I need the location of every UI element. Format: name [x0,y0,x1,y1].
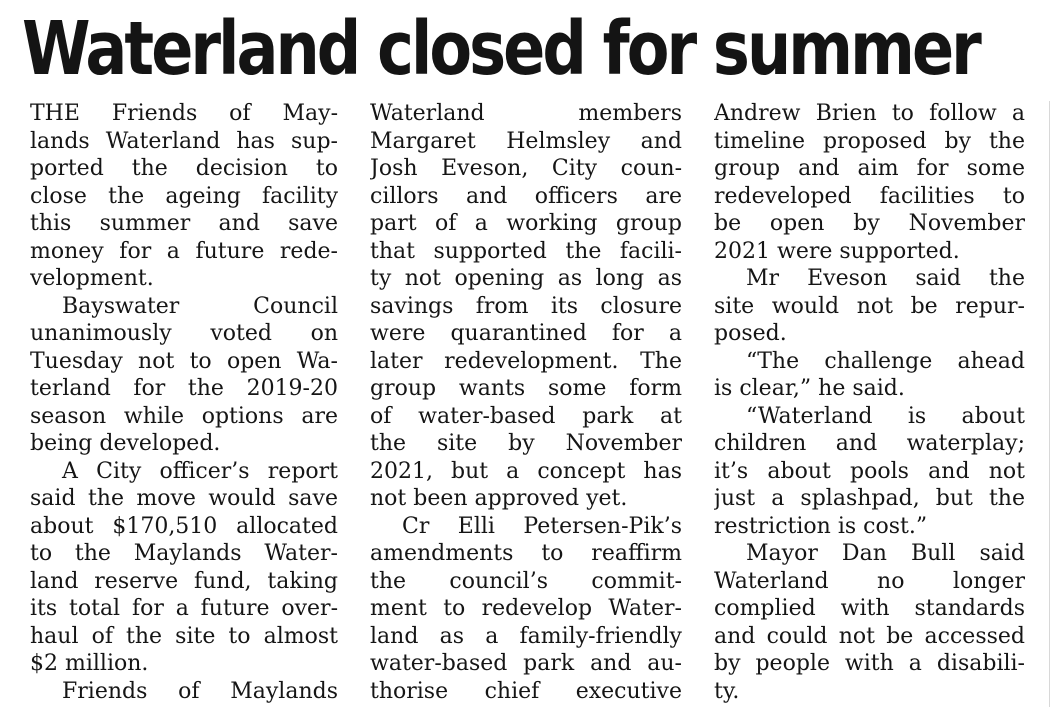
article-line: to the Maylands Water- [30,541,338,566]
article-line: close the ageing facility [30,183,338,209]
article-line: its total for a future over- [30,596,338,621]
article-line: group wants some form [370,376,682,401]
article-line: the council’s commit- [370,568,682,594]
article-line: season while options are [30,403,338,429]
article-line: restriction is cost.” [714,513,928,539]
article-line: Andrew Brien to follow a [714,101,1025,126]
article-column-2 [370,100,682,707]
article-line: Josh Eveson, City coun- [370,156,682,181]
article-line: 2021 were supported. [714,238,960,264]
article-line: posed. [714,321,787,346]
article-line: “Waterland is about [746,403,1025,429]
article-line: being developed. [30,431,221,456]
article-line: Waterland no longer [714,568,1025,594]
article-line: is clear,” he said. [714,376,905,401]
article-line: it’s about pools and not [714,458,1025,484]
article-line: site would not be repur- [714,293,1025,319]
column-edge-rule [1049,101,1050,707]
article-line: water-based park and au- [370,651,682,676]
article-line: redeveloped facilities to [714,183,1025,209]
article-line: velopment. [30,266,154,291]
article-line: by people with a disabili- [714,651,1025,676]
article-line: later redevelopment. The [370,348,682,374]
article-line: ty. [714,678,740,704]
article-line: children and waterplay; [714,431,1025,456]
article-line: “The challenge ahead [746,348,1025,374]
article-column-3 [714,100,1025,707]
article-line: land reserve fund, taking [30,568,338,594]
article-column-1 [30,100,338,707]
article-line: just a splashpad, but the [714,486,1025,511]
article-line: the site by November [370,431,682,456]
article-line: Friends of Maylands [62,678,338,704]
article-line: thorise chief executive [370,678,682,704]
article-line: be open by November [714,211,1025,236]
article-line: not been approved yet. [370,486,628,511]
article-line: Mr Eveson said the [746,266,1025,291]
article-line: amendments to reaffirm [370,541,682,566]
article-line: Waterland members [370,101,682,126]
article-line: group and aim for some [714,156,1025,181]
article-line: Tuesday not to open Wa- [30,348,338,374]
article-line: ty not opening as long as [370,266,682,291]
article-line: complied with standards [714,596,1025,621]
article-line: unanimously voted on [30,321,338,346]
article-line: savings from its closure [370,293,682,319]
article-line: that supported the facili- [370,238,682,264]
article-line: lands Waterland has sup- [30,128,338,154]
article-line: timeline proposed by the [714,128,1025,154]
article-line: THE Friends of May- [30,101,338,126]
article-line: money for a future rede- [30,238,338,264]
article-line: said the move would save [30,486,338,511]
article-line: Mayor Dan Bull said [746,541,1025,566]
article-line: terland for the 2019-20 [30,376,338,401]
article-line: land as a family-friendly [370,623,682,649]
article-line: ment to redevelop Water- [370,596,682,621]
headline: Waterland closed for summer [22,6,979,92]
article-line: A City officer’s report [62,458,338,484]
article-line: about $170,510 allocated [30,513,338,539]
article-line: haul of the site to almost [30,623,338,649]
article-line: were quarantined for a [370,321,682,346]
article-line: part of a working group [370,211,682,236]
article-line: this summer and save [30,211,338,236]
article-line: ported the decision to [30,156,338,181]
article-line: Bayswater Council [62,293,338,319]
article-line: Cr Elli Petersen-Pik’s [402,513,682,539]
article-line: $2 million. [30,651,149,676]
article-line: of water-based park at [370,403,682,429]
article-line: cillors and officers are [370,183,682,209]
article-line: Margaret Helmsley and [370,128,682,154]
article-line: and could not be accessed [714,623,1025,649]
article-line: 2021, but a concept has [370,458,682,484]
